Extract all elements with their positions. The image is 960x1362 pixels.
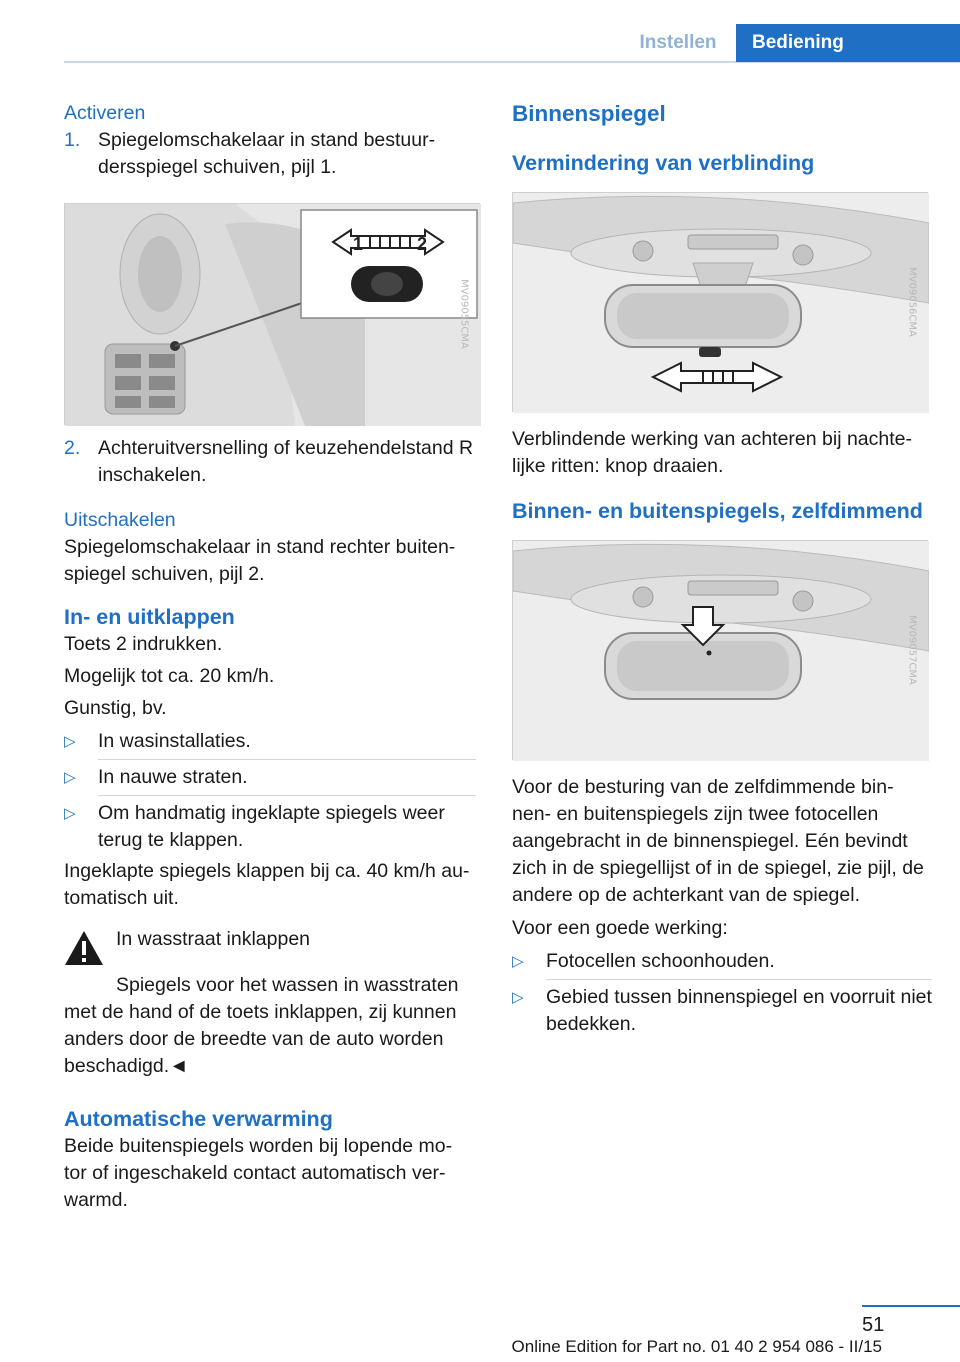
figure-code: MV09055CMA [458, 279, 470, 349]
bullet-text: In nauwe straten. [98, 766, 248, 788]
step-text: Achteruitversnelling of keuzehendelstand R inschakelen. [98, 437, 474, 486]
paragraph-goede-werking: Voor een goede werking: [512, 917, 728, 939]
heading-in-uitklappen: In- en uitklappen [64, 605, 235, 629]
svg-text:2: 2 [417, 234, 428, 254]
paragraph-zelfdimmend: Voor de besturing van de zelfdimmende bin- nen- en buitenspiegels zijn twee fotocellen aangebracht in de binnenspiegel. Eén bevindt zich in de spiegellijst of in de spiegel, zie pijl, de andere op de achterkant van de spiegel. [512, 776, 924, 906]
heading-verwarming: Automatische verwarming [64, 1107, 333, 1131]
heading-verblinding: Vermindering van verblinding [512, 151, 815, 175]
step-number: 1. [64, 129, 81, 151]
heading-binnenspiegel: Binnenspiegel [512, 101, 666, 126]
paragraph-ingeklapt: Ingeklapte spiegels klappen bij ca. 40 km/h au- tomatisch uit. [64, 860, 470, 909]
heading-zelfdimmend: Binnen- en buitenspiegels, zelfdimmend [512, 499, 923, 523]
step-1 [64, 127, 476, 181]
bullet-item [64, 728, 476, 755]
left-column [64, 100, 476, 1214]
paragraph-gunstig: Gunstig, bv. [64, 697, 167, 719]
figure-dimmer-knob [512, 192, 928, 412]
bullet-item [64, 764, 476, 791]
triangle-bullet-icon: ▷ [64, 769, 76, 786]
bullet-text: Fotocellen schoonhouden. [546, 950, 775, 972]
bullet-text: Gebied tussen binnenspiegel en voorruit niet bedekken. [546, 986, 932, 1035]
warning-triangle-icon [64, 930, 104, 966]
subheading-uitschakelen: Uitschakelen [64, 509, 176, 531]
step-2 [64, 435, 476, 489]
page-number: 51 [862, 1314, 885, 1336]
paragraph-uitschakelen: Spiegelomschakelaar in stand rechter buiten- spiegel schuiven, pijl 2. [64, 536, 456, 585]
warning-title: In wasstraat inklappen [116, 928, 311, 950]
paragraph-verwarming: Beide buitenspiegels worden bij lopende mo- tor of ingeschakeld contact automatisch ver- warmd. [64, 1135, 453, 1211]
subheading-activeren: Activeren [64, 102, 146, 124]
bullet-item [64, 800, 476, 854]
edition-note: Online Edition for Part no. 01 40 2 954 086 - II/15 [511, 1337, 882, 1356]
self-dimming-mirror-illustration [513, 541, 929, 761]
svg-text:1: 1 [353, 234, 364, 254]
tab-instellen[interactable]: Instellen [639, 32, 717, 53]
triangle-bullet-icon: ▷ [512, 989, 524, 1006]
triangle-bullet-icon: ▷ [512, 953, 524, 970]
door-panel-illustration [65, 204, 481, 426]
paragraph-mogelijk: Mogelijk tot ca. 20 km/h. [64, 665, 275, 687]
bullet-text: Om handmatig ingeklapte spiegels weer terug te klappen. [98, 802, 445, 851]
paragraph-verblinding: Verblindende werking van achteren bij nachte- lijke ritten: knop draaien. [512, 428, 913, 477]
bullet-divider [98, 795, 476, 796]
tab-bediening[interactable]: Bediening [736, 24, 960, 62]
mirror-knob-illustration [513, 193, 929, 413]
figure-code: MV09057CMA [906, 615, 918, 685]
footer-rule [862, 1305, 960, 1307]
triangle-bullet-icon: ▷ [64, 733, 76, 750]
bullet-item [512, 948, 932, 975]
warning-block [64, 926, 476, 966]
bullet-item [512, 984, 932, 1038]
triangle-bullet-icon: ▷ [64, 805, 76, 822]
step-number: 2. [64, 437, 81, 459]
bullet-text: In wasinstallaties. [98, 730, 251, 752]
bullet-divider [546, 979, 932, 980]
figure-photocell [512, 540, 928, 760]
figure-code: MV09056CMA [906, 267, 918, 337]
paragraph-toets: Toets 2 indrukken. [64, 633, 223, 655]
warning-text: Spiegels voor het wassen in wasstraten met de hand of de toets inklappen, zij kunnen anders door de breedte van de auto worden beschadigd.◄ [64, 974, 459, 1077]
step-text: Spiegelomschakelaar in stand bestuur- dersspiegel schuiven, pijl 1. [98, 129, 436, 178]
bullet-divider [98, 759, 476, 760]
figure-mirror-switch [64, 203, 480, 425]
right-column [512, 100, 932, 1038]
